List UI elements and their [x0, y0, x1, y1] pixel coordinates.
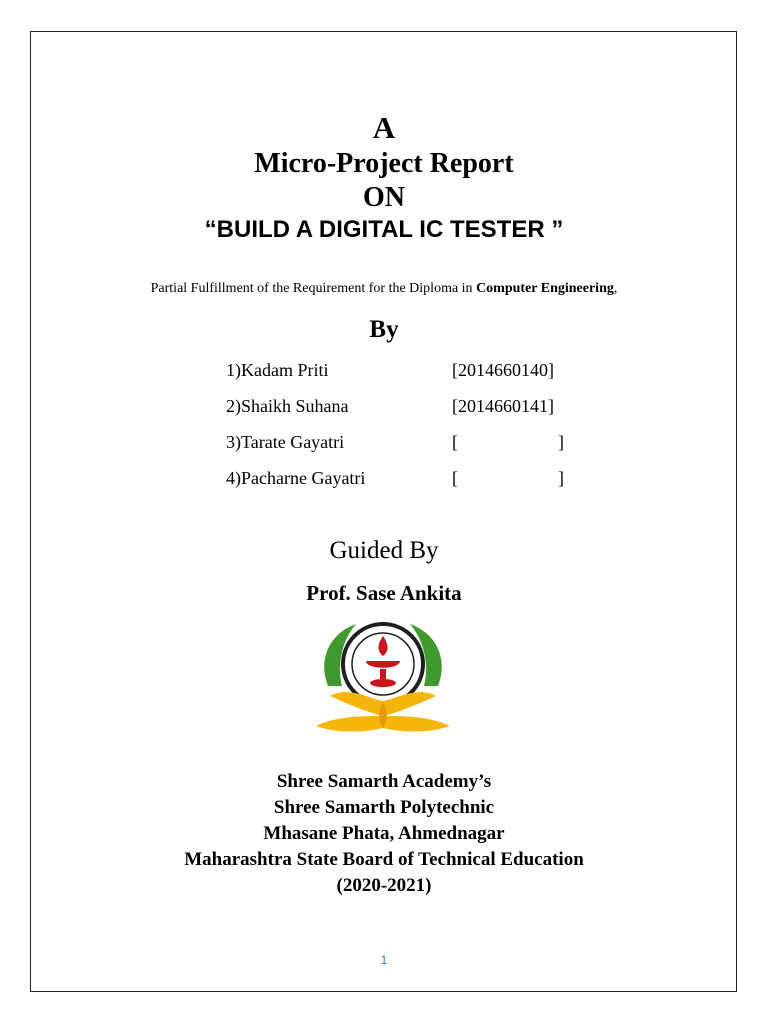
institution-location: Mhasane Phata, Ahmednagar — [263, 823, 505, 844]
student-id-open: [ — [452, 432, 458, 452]
polytechnic-name: Shree Samarth Polytechnic — [273, 797, 495, 818]
guide-name: Prof. Sase Ankita — [306, 581, 462, 605]
academy-name: Shree Samarth Academy’s — [276, 771, 492, 792]
student-id: [2014660141] — [452, 396, 554, 416]
title-on: ON — [363, 182, 405, 213]
project-title: “BUILD A DIGITAL IC TESTER ” — [204, 216, 564, 243]
fulfillment-suffix: , — [613, 281, 618, 296]
academic-year: (2020-2021) — [336, 875, 432, 896]
msbte-emblem-icon — [308, 616, 458, 741]
fulfillment-prefix: Partial Fulfillment of the Requirement for the Diploma in — [150, 281, 477, 296]
student-id-close: ] — [558, 468, 564, 488]
student-id: [2014660140] — [452, 360, 554, 380]
student-name: 1)Kadam Priti — [226, 360, 329, 380]
report-title: Micro-Project Report — [254, 148, 514, 179]
student-name: 2)Shaikh Suhana — [226, 396, 349, 416]
guided-by-label: Guided By — [329, 537, 439, 564]
title-a: A — [372, 110, 396, 145]
fulfillment-line — [0, 281, 768, 297]
page-number: 1 — [380, 953, 388, 967]
board-name: Maharashtra State Board of Technical Education — [184, 849, 584, 870]
by-label: By — [369, 316, 399, 343]
student-name: 3)Tarate Gayatri — [226, 432, 345, 452]
student-name: 4)Pacharne Gayatri — [226, 468, 366, 488]
student-id-close: ] — [558, 432, 564, 452]
student-id-open: [ — [452, 468, 458, 488]
branch-name: Computer Engineering — [476, 281, 614, 296]
